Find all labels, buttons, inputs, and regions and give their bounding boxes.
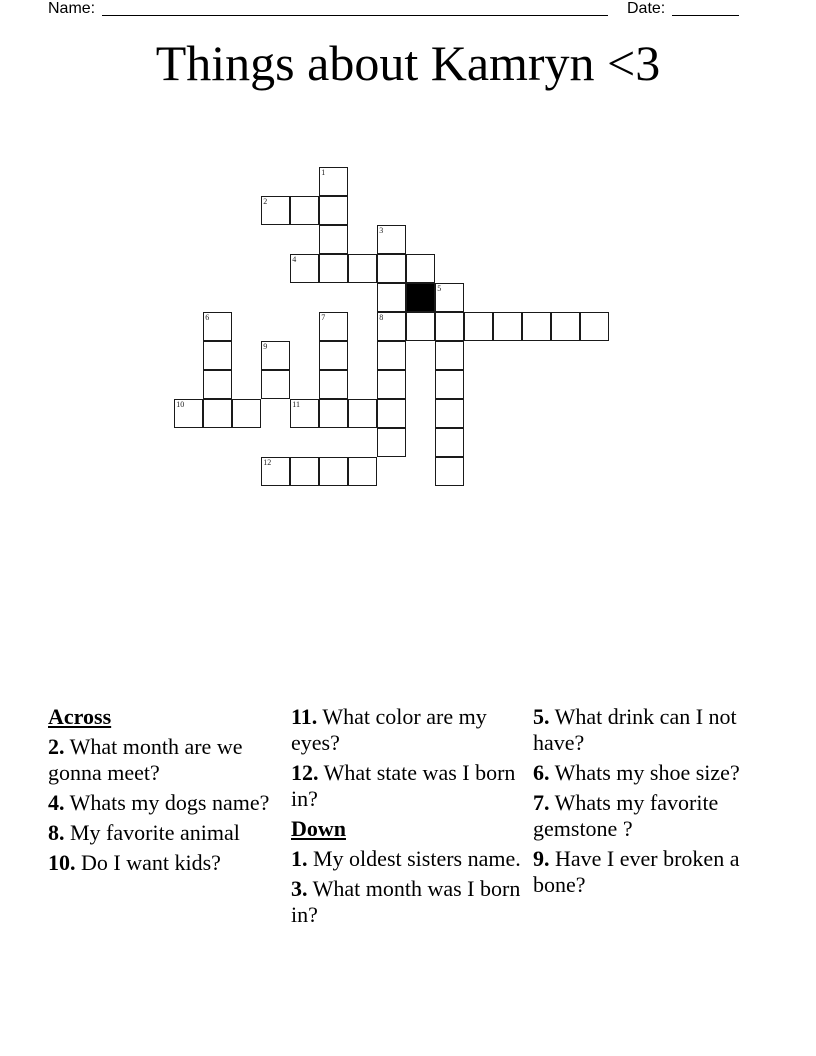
grid-cell[interactable] [319, 399, 348, 428]
grid-cell[interactable] [406, 312, 435, 341]
grid-cell[interactable] [406, 254, 435, 283]
grid-cell[interactable] [377, 428, 406, 457]
clues-column-3 [533, 704, 773, 902]
grid-cell[interactable] [377, 370, 406, 399]
clue-text: Have I ever broken a bone? [533, 846, 740, 897]
crossword-grid [175, 168, 615, 490]
grid-cell[interactable] [377, 399, 406, 428]
clue-down-9 [533, 846, 773, 898]
clue-text: My favorite animal [64, 820, 240, 845]
grid-cell[interactable] [232, 399, 261, 428]
clue-text: Do I want kids? [75, 850, 221, 875]
grid-cell[interactable] [377, 254, 406, 283]
clue-down-7 [533, 790, 773, 842]
down-heading: Down [291, 816, 347, 841]
grid-cell[interactable] [261, 341, 290, 370]
clue-down-1 [291, 846, 521, 872]
grid-cell[interactable] [551, 312, 580, 341]
grid-cell[interactable] [348, 399, 377, 428]
clue-number: 11. [291, 704, 318, 729]
clue-number: 9. [533, 846, 550, 871]
clue-number: 4. [48, 790, 65, 815]
cell-number: 7 [321, 313, 326, 323]
grid-cell[interactable] [203, 370, 232, 399]
grid-cell[interactable] [290, 457, 319, 486]
grid-cell[interactable] [377, 312, 406, 341]
grid-cell[interactable] [319, 225, 348, 254]
clue-across-12 [291, 760, 521, 812]
clue-text: What month was I born in? [291, 876, 521, 927]
grid-cell[interactable] [319, 196, 348, 225]
grid-cell[interactable] [290, 399, 319, 428]
grid-cell[interactable] [377, 341, 406, 370]
worksheet-header [48, 0, 748, 20]
cell-number: 3 [379, 226, 384, 236]
clue-number: 10. [48, 850, 76, 875]
clue-across-2 [48, 734, 278, 786]
cell-number: 2 [263, 197, 268, 207]
clue-down-3 [291, 876, 521, 928]
cell-number: 9 [263, 342, 268, 352]
clue-number: 5. [533, 704, 550, 729]
grid-cell[interactable] [174, 399, 203, 428]
cell-number: 11 [292, 400, 300, 410]
grid-cell[interactable] [203, 399, 232, 428]
clue-across-4 [48, 790, 278, 816]
cell-number: 6 [205, 313, 210, 323]
grid-cell[interactable] [435, 370, 464, 399]
clue-number: 2. [48, 734, 65, 759]
clue-down-5 [533, 704, 773, 756]
clue-number: 3. [291, 876, 308, 901]
cell-number: 4 [292, 255, 297, 265]
clue-across-10 [48, 850, 278, 876]
grid-cell[interactable] [319, 254, 348, 283]
clue-number: 6. [533, 760, 550, 785]
grid-cell[interactable] [319, 370, 348, 399]
clue-across-11 [291, 704, 521, 756]
black-cell [406, 283, 435, 312]
clue-number: 1. [291, 846, 308, 871]
name-label: Name: [48, 0, 96, 17]
cell-number: 10 [176, 400, 185, 410]
clue-number: 12. [291, 760, 319, 785]
grid-cell[interactable] [319, 341, 348, 370]
cell-number: 8 [379, 313, 384, 323]
date-field[interactable] [672, 15, 739, 16]
grid-cell[interactable] [203, 341, 232, 370]
grid-cell[interactable] [261, 196, 290, 225]
grid-cell[interactable] [261, 457, 290, 486]
grid-cell[interactable] [435, 399, 464, 428]
grid-cell[interactable] [580, 312, 609, 341]
grid-cell[interactable] [522, 312, 551, 341]
clues-column-2 [291, 704, 521, 932]
cell-number: 5 [437, 284, 442, 294]
grid-cell[interactable] [290, 254, 319, 283]
grid-cell[interactable] [377, 225, 406, 254]
clue-text: My oldest sisters name. [307, 846, 521, 871]
clue-text: What state was I born in? [291, 760, 516, 811]
grid-cell[interactable] [493, 312, 522, 341]
grid-cell[interactable] [348, 457, 377, 486]
clue-number: 8. [48, 820, 65, 845]
clue-text: Whats my dogs name? [64, 790, 270, 815]
cell-number: 12 [263, 458, 272, 468]
grid-cell[interactable] [435, 341, 464, 370]
grid-cell[interactable] [261, 370, 290, 399]
grid-cell[interactable] [348, 254, 377, 283]
clue-text: Whats my favorite gemstone ? [533, 790, 719, 841]
cell-number: 1 [321, 168, 326, 178]
clue-down-6 [533, 760, 773, 786]
clue-number: 7. [533, 790, 550, 815]
grid-cell[interactable] [319, 167, 348, 196]
grid-cell[interactable] [319, 457, 348, 486]
grid-cell[interactable] [435, 283, 464, 312]
grid-cell[interactable] [464, 312, 493, 341]
grid-cell[interactable] [290, 196, 319, 225]
grid-cell[interactable] [377, 283, 406, 312]
grid-cell[interactable] [203, 312, 232, 341]
grid-cell[interactable] [435, 312, 464, 341]
grid-cell[interactable] [319, 312, 348, 341]
date-label: Date: [627, 0, 666, 17]
page-title: Things about Kamryn <3 [155, 35, 661, 91]
clue-text: Whats my shoe size? [549, 760, 740, 785]
grid-cell[interactable] [435, 457, 464, 486]
clue-text: What month are we gonna meet? [48, 734, 243, 785]
grid-cell[interactable] [435, 428, 464, 457]
name-field[interactable] [102, 15, 608, 16]
clue-text: What drink can I not have? [533, 704, 737, 755]
clue-text: What color are my eyes? [291, 704, 487, 755]
across-heading: Across [48, 704, 112, 729]
clue-across-8 [48, 820, 278, 846]
clues-column-1 [48, 704, 278, 880]
